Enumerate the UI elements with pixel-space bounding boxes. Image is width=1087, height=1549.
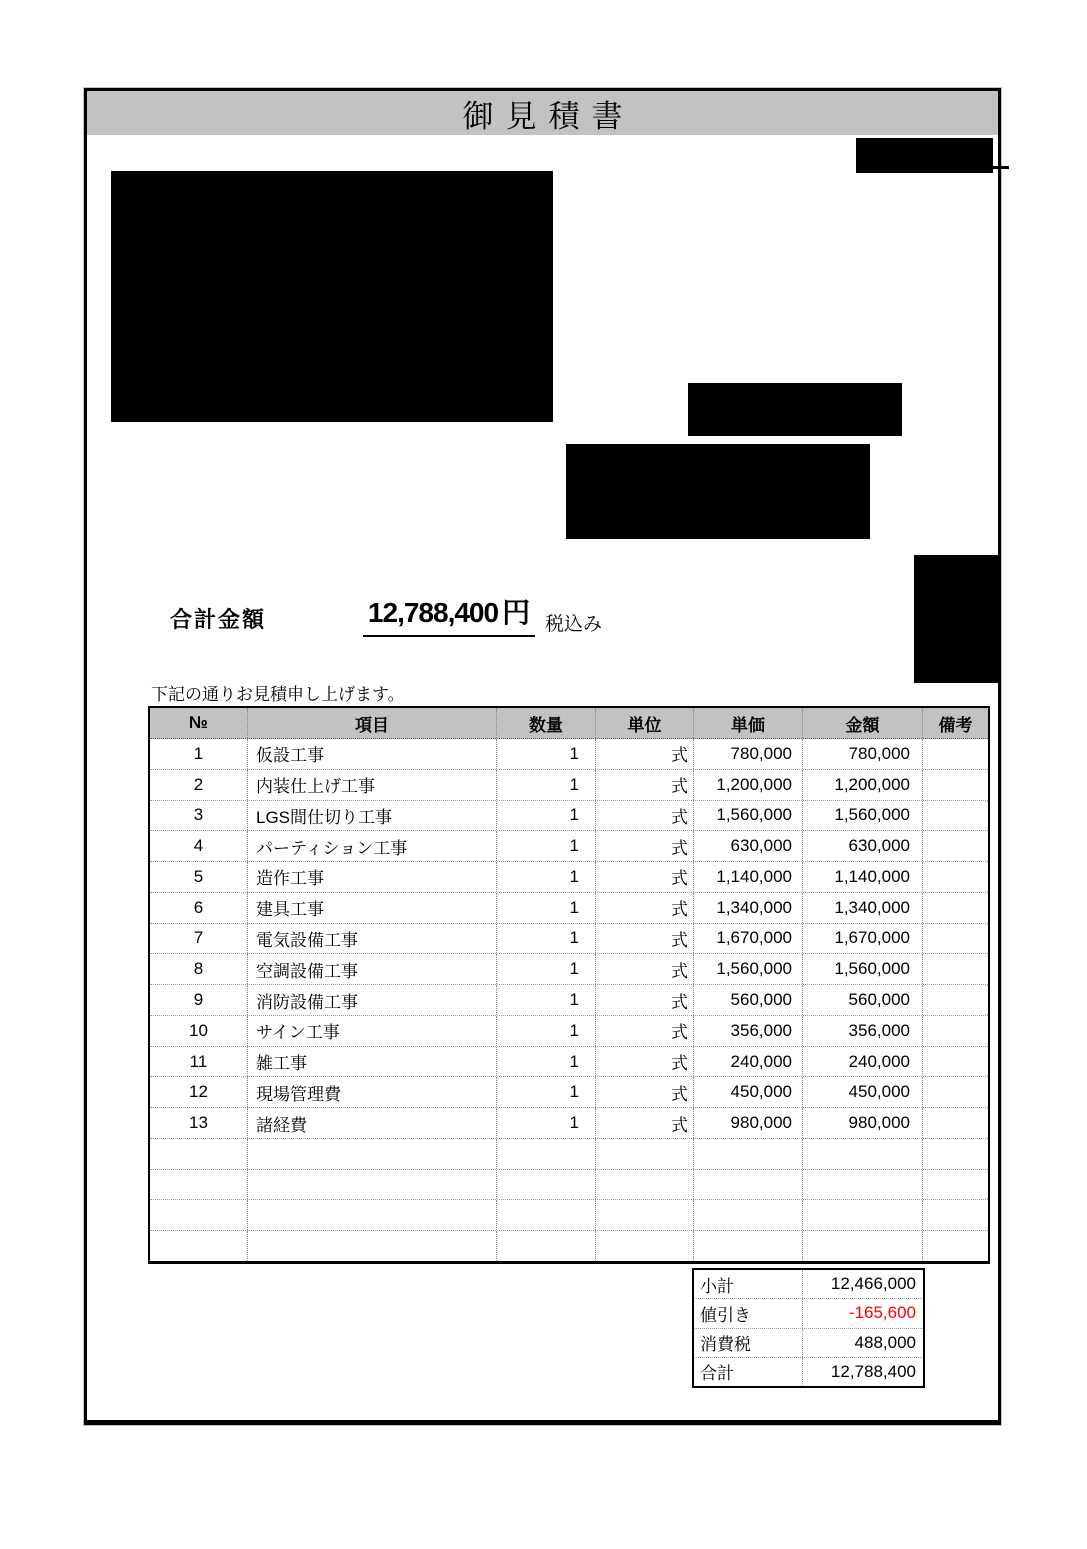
cell-note bbox=[923, 985, 988, 1015]
cell-unit: 式 bbox=[596, 924, 694, 954]
cell-unit-price bbox=[694, 1200, 803, 1230]
cell-unit: 式 bbox=[596, 1016, 694, 1046]
cell-item: 造作工事 bbox=[248, 862, 497, 892]
cell-unit: 式 bbox=[596, 770, 694, 800]
cell-no: 1 bbox=[150, 739, 248, 769]
cell-qty: 1 bbox=[497, 985, 596, 1015]
cell-amount bbox=[803, 1139, 923, 1169]
cell-amount: 980,000 bbox=[803, 1108, 923, 1138]
cell-note bbox=[923, 739, 988, 769]
cell-unit-price: 240,000 bbox=[694, 1047, 803, 1077]
summary-label: 合計 bbox=[694, 1358, 803, 1386]
currency-unit: 円 bbox=[502, 597, 531, 628]
cell-amount: 1,670,000 bbox=[803, 924, 923, 954]
table-row bbox=[150, 985, 988, 1016]
summary-label: 小計 bbox=[694, 1270, 803, 1298]
cell-qty: 1 bbox=[497, 924, 596, 954]
document-title-bar bbox=[87, 91, 998, 135]
cell-qty: 1 bbox=[497, 739, 596, 769]
cell-unit: 式 bbox=[596, 739, 694, 769]
cell-unit-price: 630,000 bbox=[694, 831, 803, 861]
cell-qty bbox=[497, 1170, 596, 1200]
summary-label: 値引き bbox=[694, 1299, 803, 1327]
cell-unit: 式 bbox=[596, 954, 694, 984]
cell-item: 建具工事 bbox=[248, 893, 497, 923]
cell-unit-price: 560,000 bbox=[694, 985, 803, 1015]
cell-note bbox=[923, 770, 988, 800]
cell-note bbox=[923, 831, 988, 861]
table-row bbox=[150, 1077, 988, 1108]
tax-included-note: 税込み bbox=[545, 614, 603, 635]
cell-item: 諸経費 bbox=[248, 1108, 497, 1138]
redacted-block-recipient bbox=[111, 171, 553, 422]
cell-note bbox=[923, 1077, 988, 1107]
greeting-line: 下記の通りお見積申し上げます。 bbox=[151, 685, 405, 704]
cell-unit: 式 bbox=[596, 1047, 694, 1077]
cell-no bbox=[150, 1139, 248, 1169]
total-amount-value bbox=[363, 591, 535, 637]
summary-row-grand-total bbox=[694, 1358, 923, 1386]
summary-value: 488,000 bbox=[854, 1332, 916, 1352]
cell-amount: 356,000 bbox=[803, 1016, 923, 1046]
cell-amount bbox=[803, 1231, 923, 1261]
cell-unit-price bbox=[694, 1231, 803, 1261]
cell-amount: 560,000 bbox=[803, 985, 923, 1015]
cell-amount: 1,140,000 bbox=[803, 862, 923, 892]
header-item: 項目 bbox=[248, 708, 497, 738]
cell-qty bbox=[497, 1231, 596, 1261]
cell-item: LGS間仕切り工事 bbox=[248, 801, 497, 831]
table-row bbox=[150, 1016, 988, 1047]
cell-qty bbox=[497, 1139, 596, 1169]
cell-unit-price: 780,000 bbox=[694, 739, 803, 769]
cell-item: 電気設備工事 bbox=[248, 924, 497, 954]
cell-item: 仮設工事 bbox=[248, 739, 497, 769]
cell-qty bbox=[497, 1200, 596, 1230]
table-row bbox=[150, 831, 988, 862]
cell-unit: 式 bbox=[596, 862, 694, 892]
summary-row-tax bbox=[694, 1329, 923, 1358]
estimate-items-table bbox=[148, 706, 990, 1264]
summary-row-discount bbox=[694, 1299, 923, 1328]
redacted-dash bbox=[993, 166, 1009, 169]
cell-unit-price: 1,340,000 bbox=[694, 893, 803, 923]
cell-note bbox=[923, 1016, 988, 1046]
cell-amount bbox=[803, 1200, 923, 1230]
cell-no bbox=[150, 1200, 248, 1230]
cell-unit: 式 bbox=[596, 985, 694, 1015]
cell-no: 12 bbox=[150, 1077, 248, 1107]
cell-no: 6 bbox=[150, 893, 248, 923]
cell-unit-price: 450,000 bbox=[694, 1077, 803, 1107]
cell-amount: 780,000 bbox=[803, 739, 923, 769]
cell-unit-price: 1,670,000 bbox=[694, 924, 803, 954]
cell-unit bbox=[596, 1200, 694, 1230]
cell-unit-price: 356,000 bbox=[694, 1016, 803, 1046]
cell-note bbox=[923, 862, 988, 892]
cell-qty: 1 bbox=[497, 1047, 596, 1077]
header-unit: 単位 bbox=[596, 708, 694, 738]
cell-unit: 式 bbox=[596, 893, 694, 923]
estimate-document-page bbox=[84, 88, 1001, 1425]
header-qty: 数量 bbox=[497, 708, 596, 738]
table-row bbox=[150, 954, 988, 985]
table-row bbox=[150, 893, 988, 924]
redacted-block-issuer-line bbox=[688, 383, 902, 436]
cell-item bbox=[248, 1139, 497, 1169]
cell-qty: 1 bbox=[497, 954, 596, 984]
cell-amount bbox=[803, 1170, 923, 1200]
cell-unit bbox=[596, 1170, 694, 1200]
cell-note bbox=[923, 1170, 988, 1200]
empty-table-row bbox=[150, 1231, 988, 1261]
cell-no bbox=[150, 1170, 248, 1200]
cell-unit-price: 1,140,000 bbox=[694, 862, 803, 892]
table-row bbox=[150, 1047, 988, 1078]
cell-item: 内装仕上げ工事 bbox=[248, 770, 497, 800]
cell-amount: 630,000 bbox=[803, 831, 923, 861]
cell-unit-price: 980,000 bbox=[694, 1108, 803, 1138]
table-row bbox=[150, 739, 988, 770]
cell-unit-price: 1,560,000 bbox=[694, 954, 803, 984]
cell-no: 3 bbox=[150, 801, 248, 831]
cell-amount: 1,560,000 bbox=[803, 954, 923, 984]
cell-qty: 1 bbox=[497, 1077, 596, 1107]
empty-table-row bbox=[150, 1170, 988, 1201]
cell-unit: 式 bbox=[596, 1077, 694, 1107]
header-no: № bbox=[150, 708, 248, 738]
table-body bbox=[150, 739, 988, 1261]
cell-unit: 式 bbox=[596, 831, 694, 861]
header-unit-price: 単価 bbox=[694, 708, 803, 738]
summary-table bbox=[692, 1268, 925, 1388]
cell-qty: 1 bbox=[497, 1108, 596, 1138]
page-title: 御見積書 bbox=[462, 98, 635, 134]
table-row bbox=[150, 801, 988, 832]
table-row bbox=[150, 1108, 988, 1139]
cell-qty: 1 bbox=[497, 801, 596, 831]
cell-no: 5 bbox=[150, 862, 248, 892]
cell-qty: 1 bbox=[497, 1016, 596, 1046]
cell-item: 空調設備工事 bbox=[248, 954, 497, 984]
cell-qty: 1 bbox=[497, 862, 596, 892]
cell-item: 雑工事 bbox=[248, 1047, 497, 1077]
summary-value: 12,788,400 bbox=[830, 1361, 916, 1381]
summary-row-subtotal bbox=[694, 1270, 923, 1299]
cell-note bbox=[923, 1139, 988, 1169]
cell-note bbox=[923, 1047, 988, 1077]
table-header-row bbox=[150, 708, 988, 739]
cell-unit: 式 bbox=[596, 1108, 694, 1138]
redacted-block-issuer-address bbox=[566, 444, 870, 539]
cell-unit bbox=[596, 1139, 694, 1169]
cell-no bbox=[150, 1231, 248, 1261]
cell-item bbox=[248, 1170, 497, 1200]
cell-note bbox=[923, 801, 988, 831]
cell-no: 4 bbox=[150, 831, 248, 861]
cell-qty: 1 bbox=[497, 770, 596, 800]
cell-amount: 1,340,000 bbox=[803, 893, 923, 923]
cell-unit bbox=[596, 1231, 694, 1261]
cell-note bbox=[923, 924, 988, 954]
header-amount: 金額 bbox=[803, 708, 923, 738]
header-note: 備考 bbox=[938, 715, 973, 735]
total-amount-number: 12,788,400 bbox=[367, 597, 499, 628]
cell-no: 10 bbox=[150, 1016, 248, 1046]
cell-no: 11 bbox=[150, 1047, 248, 1077]
cell-unit-price bbox=[694, 1139, 803, 1169]
cell-no: 2 bbox=[150, 770, 248, 800]
cell-item: 消防設備工事 bbox=[248, 985, 497, 1015]
cell-unit: 式 bbox=[596, 801, 694, 831]
cell-note bbox=[923, 1108, 988, 1138]
cell-note bbox=[923, 954, 988, 984]
cell-no: 8 bbox=[150, 954, 248, 984]
cell-note bbox=[923, 1231, 988, 1261]
cell-amount: 450,000 bbox=[803, 1077, 923, 1107]
summary-value: 12,466,000 bbox=[830, 1274, 916, 1294]
summary-value: -165,600 bbox=[848, 1303, 916, 1323]
cell-qty: 1 bbox=[497, 831, 596, 861]
cell-item: サイン工事 bbox=[248, 1016, 497, 1046]
table-row bbox=[150, 862, 988, 893]
empty-table-row bbox=[150, 1139, 988, 1170]
cell-unit-price: 1,200,000 bbox=[694, 770, 803, 800]
cell-item bbox=[248, 1231, 497, 1261]
redacted-block-stamp bbox=[914, 555, 1000, 683]
total-amount-label: 合計金額 bbox=[170, 607, 267, 632]
cell-note bbox=[923, 1200, 988, 1230]
cell-unit-price bbox=[694, 1170, 803, 1200]
empty-table-row bbox=[150, 1200, 988, 1231]
cell-item: 現場管理費 bbox=[248, 1077, 497, 1107]
cell-item bbox=[248, 1200, 497, 1230]
summary-label: 消費税 bbox=[694, 1329, 803, 1357]
cell-no: 13 bbox=[150, 1108, 248, 1138]
cell-item: パーティション工事 bbox=[248, 831, 497, 861]
cell-no: 9 bbox=[150, 985, 248, 1015]
table-row bbox=[150, 770, 988, 801]
table-row bbox=[150, 924, 988, 955]
cell-unit-price: 1,560,000 bbox=[694, 801, 803, 831]
cell-no: 7 bbox=[150, 924, 248, 954]
redacted-block-date bbox=[856, 138, 993, 173]
cell-amount: 1,200,000 bbox=[803, 770, 923, 800]
cell-amount: 1,560,000 bbox=[803, 801, 923, 831]
cell-qty: 1 bbox=[497, 893, 596, 923]
cell-amount: 240,000 bbox=[803, 1047, 923, 1077]
cell-note bbox=[923, 893, 988, 923]
